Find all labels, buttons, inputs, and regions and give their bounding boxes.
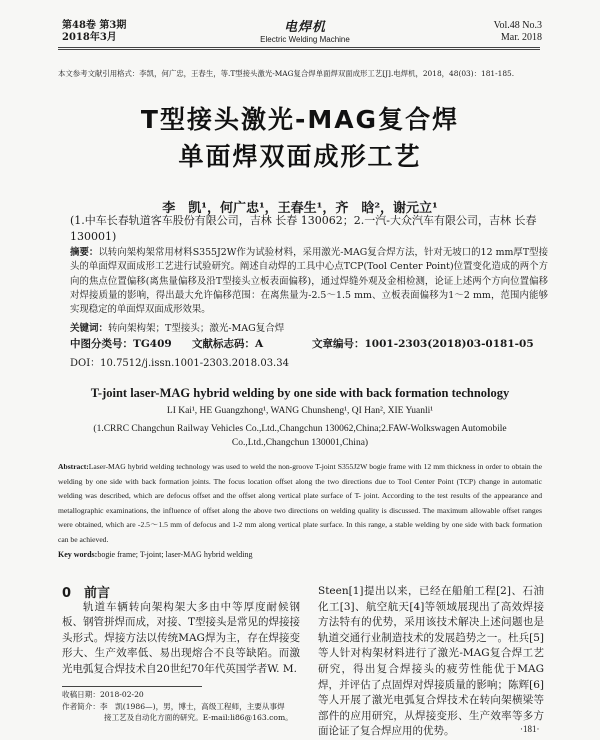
abstract-en (58, 460, 542, 548)
keywords-en-label: Key words: (58, 550, 98, 559)
clc-number: 中图分类号：TG409 (70, 338, 172, 350)
abstract-zh (70, 246, 548, 317)
received-date: 收稿日期：2018-02-20 (62, 690, 144, 699)
author-bio-line1: 作者简介：李 凯(1986—)，男，博士，高级工程师，主要从事焊 (62, 702, 285, 711)
abstract-en-label: Abstract: (58, 462, 89, 471)
header-rule-2 (58, 49, 540, 50)
page-number: ·181· (520, 724, 540, 734)
classification-row (70, 336, 540, 351)
authors-zh: 李 凯¹，何广忠¹，王春生¹，齐 晗²，谢元立¹ (162, 201, 438, 216)
title-en: T-joint laser-MAG hybrid welding by one side with back formation technology (90, 386, 510, 400)
date-zh: 2018年3月 (62, 32, 117, 43)
volume-issue-zh: 第48卷 第3期 (62, 20, 127, 31)
affiliation-en: (1.CRRC Changchun Railway Vehicles Co.,Ltd.,Changchun 130062,China;2.FAW-Wolkswagen Automobile Co.,Ltd.,Changchun 130001,China) (93, 424, 507, 448)
footnote-rule (62, 686, 202, 687)
header-volume-en (494, 20, 542, 44)
volume-issue-en: Vol.48 No.3 (493, 20, 542, 31)
title-zh-line1: T型接头激光-MAG复合焊 (140, 105, 460, 134)
abstract-zh-text: 以转向架构架常用材料S355J2W作为试验材料，采用激光-MAG复合焊方法，针对无坡口的12 mm厚T型接头的单面焊双面成形工艺进行试验研究。阐述自动焊的工具中心点TCP(Tool Center Point)位置变化造成的两个方向的焦点位置偏移(离焦量偏移及沿T型接头立板表面偏移)，通过焊缝外观及金相检测，论证上述两个方向位置偏移对焊接质量的影响，得出最大允许偏移范围：在离焦量为-2.5～1.5 mm、立板表面偏移为1～2 mm，范围内能够实现稳定的单面焊双面成形效果。 (70, 247, 548, 316)
citation-format: 本文参考文献引用格式：李凯，何广忠，王春生，等.T型接头激光-MAG复合焊单面焊双面成形工艺[J].电焊机，2018，48(03)：181-185. (58, 69, 515, 78)
body-column-left: 轨道车辆转向架构架大多由中等厚度耐候钢板、钢管拼焊而成，对接、T型接头是常见的焊接接头形式。焊接方法以传统MAG焊为主，存在焊接变形大、生产效率低、易出现熔合不良等缺陷。而激光电弧复合焊技术自20世纪70年代英国学者W. M. (62, 601, 301, 675)
document-code: 文献标志码：A (192, 338, 264, 350)
keywords-en (58, 550, 542, 559)
keywords-zh-label: 关键词： (70, 323, 109, 334)
abstract-en-text: Laser-MAG hybrid welding technology was used to weld the non-groove T-joint S355J2W bogie frame with 12 mm thickness in order to obtain the welding by one side with back formation joints. The focus location offset along the two directions due to Tool Center Point (TCP) change in automatic welding was described, which are defocus offset and the offset along vertical plate surface of T- joint. According to the test results of the appearance and metallographic examinations, the influence of offset along the above two directions on welding quality is discussed. The maximum allowable offset ranges were obtained, which are -2.5～1.5 mm of defocus and 1-2 mm along vertical plate surface. In this range, a stable welding by one side with back formation can be achieved. (58, 462, 542, 544)
header-volume (62, 20, 126, 44)
date-en: Mar. 2018 (500, 32, 542, 43)
keywords-zh (70, 320, 540, 334)
doi: DOI：10.7512/j.issn.1001-2303.2018.03.34 (70, 358, 289, 369)
keywords-zh-text: 转向架构架；T型接头；激光-MAG复合焊 (108, 323, 285, 334)
journal-logo: 电焊机 (283, 20, 326, 35)
keywords-en-text: bogie frame; T-joint; laser-MAG hybrid welding (97, 550, 253, 559)
title-zh-line2: 单面焊双面成形工艺 (178, 142, 422, 171)
journal-name-en: Electric Welding Machine (260, 35, 350, 44)
affiliation-zh: (1.中车长春轨道客车股份有限公司，吉林 长春 130062；2.一汽-大众汽车有限公司，吉林 长春 130001) (70, 214, 537, 243)
journal-header (240, 16, 370, 44)
header-rule (58, 47, 540, 48)
article-number: 文章编号：1001-2303(2018)03-0181-05 (312, 338, 534, 350)
section-title: 0 前言 (62, 586, 111, 601)
abstract-zh-label: 摘要： (70, 247, 99, 258)
body-column-right: Steen[1]提出以来，已经在船舶工程[2]、石油化工[3]、航空航天[4]等领域展现出了高效焊接方法特有的优势，采用该技术解决上述问题也是轨道交通行业制造技术的发展趋势之一。杜兵[5]等人针对构架材料进行了激光-MAG复合焊工艺研究，得出复合焊接头的疲劳性能优于MAG焊，并评估了点固焊对焊接质量的影响；陈辉[6]等人开展了激光电弧复合焊技术在转向架横梁等部件的应用研究，从焊接变形、生产效率等多方面论证了复合焊应用的优势。 (318, 585, 544, 738)
authors-en: LI Kai¹, HE Guangzhong¹, WANG Chunsheng¹, QI Han², XIE Yuanli¹ (166, 406, 434, 416)
author-bio-line2: 接工艺及自动化方面的研究。E-mail:li86@163.com。 (104, 713, 293, 722)
